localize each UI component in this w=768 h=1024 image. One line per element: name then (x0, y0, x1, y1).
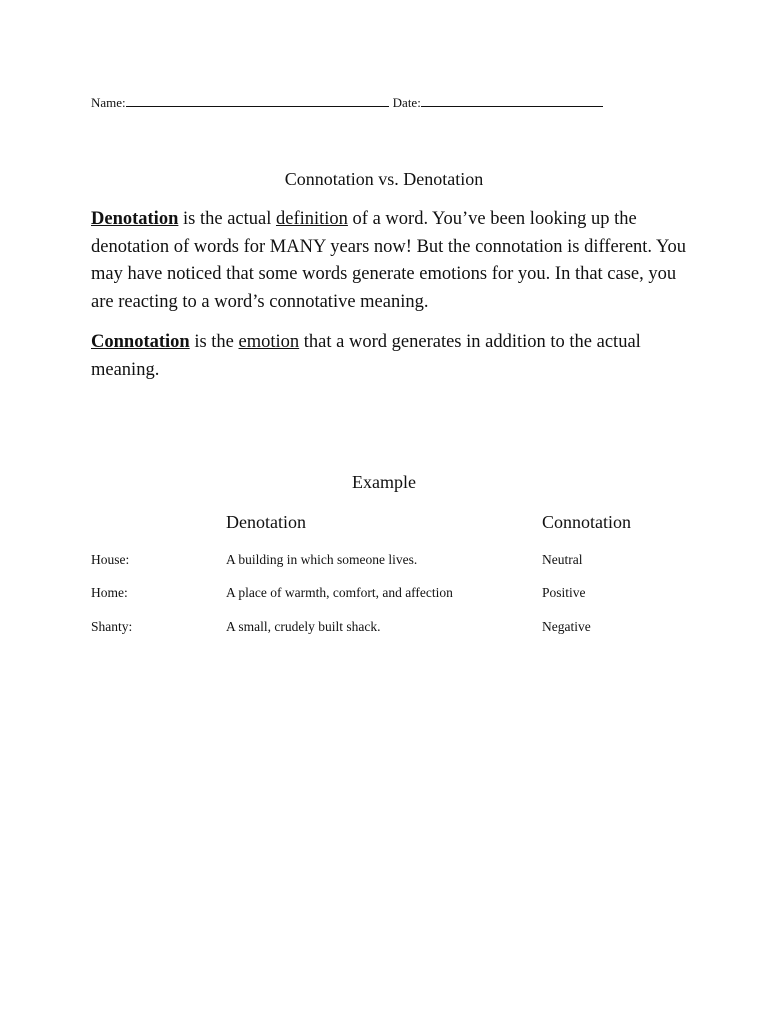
connotation-text-2: that a word generates in addition to the actual meaning. (91, 332, 641, 380)
connotation-text-1: is the (189, 332, 239, 352)
connotation-paragraph (91, 329, 691, 384)
example-row (0, 619, 768, 639)
example-definition: A building in which someone lives. (226, 552, 418, 567)
name-label: Name: (91, 95, 126, 110)
example-word: Shanty: (91, 619, 133, 634)
denotation-term: Denotation (91, 209, 179, 229)
definition-underlined: definition (275, 209, 348, 229)
name-blank (126, 94, 389, 107)
date-label: Date: (392, 95, 421, 110)
name-date-line (91, 94, 603, 111)
example-connotation: Neutral (542, 552, 583, 567)
connotation-term: Connotation (91, 332, 190, 352)
example-definition: A small, crudely built shack. (226, 619, 381, 634)
date-blank (421, 94, 603, 107)
emotion-underlined: emotion (238, 332, 300, 352)
denotation-text-2: of a word. You’ve been looking up the denotation of words for MANY years now! But the connotation is different. You may have noticed that some words generate emotions for you. In that case, you are reacting to a word’s connotative meaning. (91, 209, 686, 312)
example-row (0, 552, 768, 572)
connotation-column-header: Connotation (542, 512, 631, 532)
example-word: House: (91, 552, 130, 567)
denotation-paragraph (91, 206, 691, 316)
example-heading: Example (352, 472, 416, 492)
denotation-text-1: is the actual (178, 209, 276, 229)
page-title: Connotation vs. Denotation (284, 169, 484, 189)
example-connotation: Negative (542, 619, 591, 634)
example-word: Home: (91, 585, 128, 600)
denotation-column-header: Denotation (226, 512, 306, 532)
example-connotation: Positive (542, 585, 586, 600)
example-row (0, 585, 768, 605)
example-definition: A place of warmth, comfort, and affection (226, 585, 453, 600)
